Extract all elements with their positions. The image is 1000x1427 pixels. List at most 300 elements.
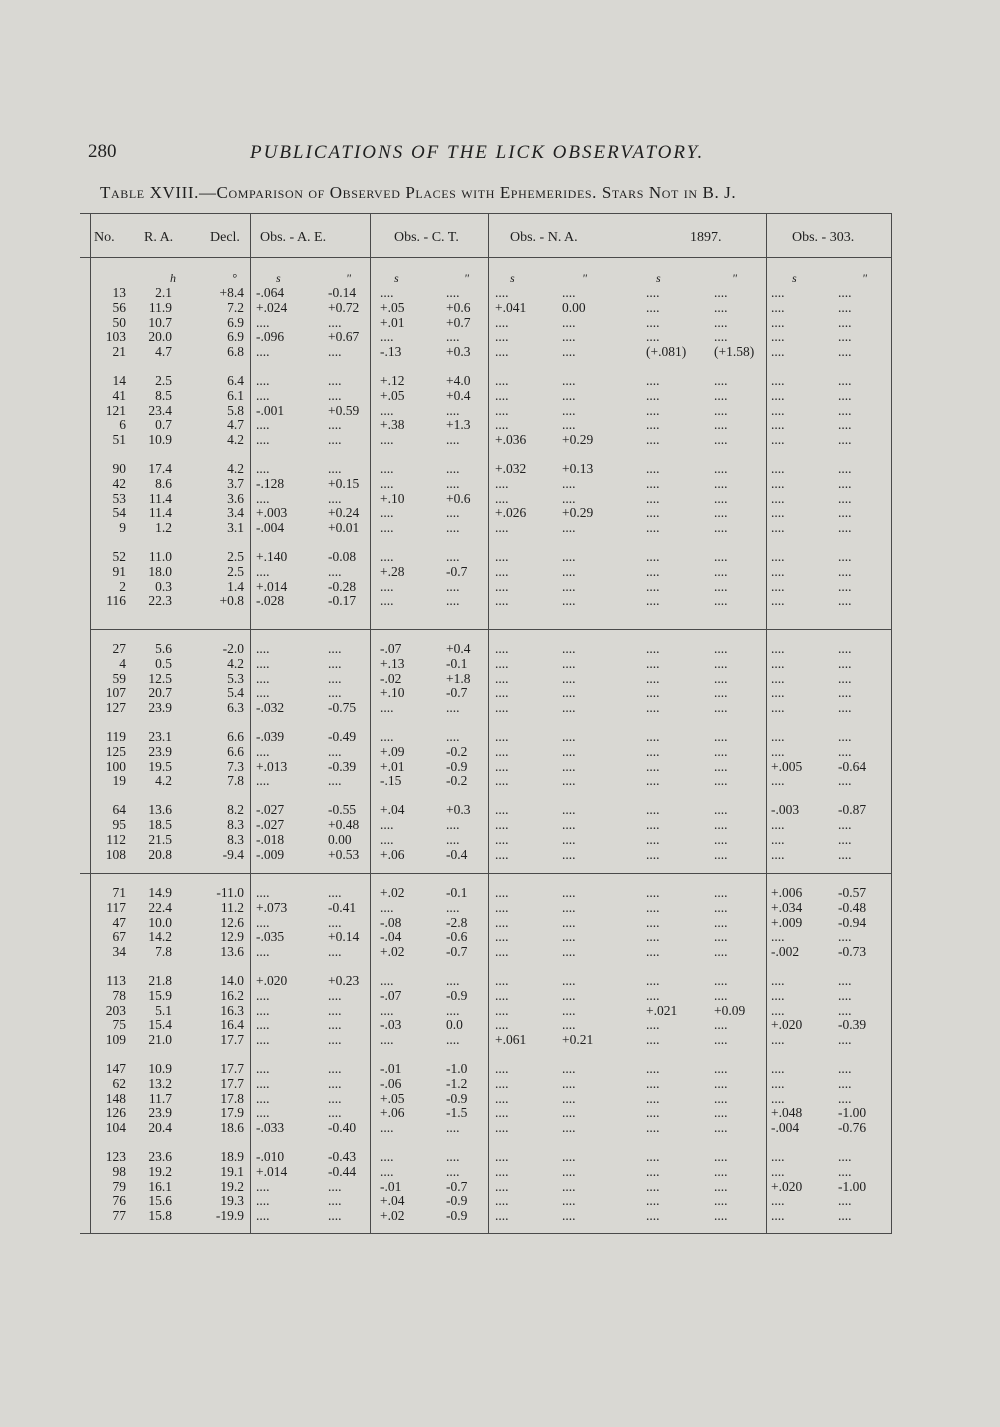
table-cell-ct-s: -.07 — [380, 988, 402, 1003]
table-cell-na-arcsec: +0.29 — [562, 505, 594, 520]
table-cell-ae-arcsec: .... — [328, 988, 342, 1003]
table-cell-ae-s: .... — [256, 1105, 270, 1120]
table-cell-y1897-arcsec: .... — [714, 1076, 728, 1091]
table-cell-ct-s: -.03 — [380, 1017, 402, 1032]
table-cell-ra: 11.4 — [148, 505, 172, 520]
table-cell-na-arcsec: .... — [562, 1003, 576, 1018]
table-cell-decl: 19.1 — [220, 1164, 244, 1179]
table-cell-na-arcsec: .... — [562, 1193, 576, 1208]
table-cell-obs303-s: .... — [771, 1032, 785, 1047]
table-cell-ae-s: -.004 — [256, 520, 285, 535]
table-cell-ae-arcsec: -0.39 — [328, 759, 357, 774]
table-cell-obs303-arcsec: .... — [838, 1149, 852, 1164]
table-cell-obs303-s: .... — [771, 685, 785, 700]
table-cell-decl: 12.6 — [220, 915, 244, 930]
table-cell-ae-s: -.039 — [256, 729, 285, 744]
table-cell-no: 147 — [105, 1061, 126, 1076]
table-cell-decl: 7.3 — [227, 759, 244, 774]
table-cell-ct-s: .... — [380, 900, 394, 915]
table-cell-y1897-s: .... — [646, 593, 660, 608]
table-cell-ct-s: .... — [380, 1164, 394, 1179]
table-cell-y1897-s: .... — [646, 802, 660, 817]
table-cell-na-arcsec: .... — [562, 1164, 576, 1179]
table-cell-ae-arcsec: +0.24 — [328, 505, 360, 520]
table-cell-decl: 6.3 — [227, 700, 244, 715]
table-cell-obs303-s: -.004 — [771, 1120, 800, 1135]
table-cell-ae-s: -.028 — [256, 593, 285, 608]
table-cell-ra: 18.0 — [148, 564, 172, 579]
table-cell-y1897-s: .... — [646, 549, 660, 564]
table-cell-no: 126 — [105, 1105, 126, 1120]
table-cell-ae-arcsec: -0.28 — [328, 579, 357, 594]
table-cell-decl: 8.3 — [227, 832, 244, 847]
table-cell-y1897-s: (+.081) — [646, 344, 687, 359]
table-cell-na-s: .... — [495, 1105, 509, 1120]
table-cell-obs303-arcsec: -0.87 — [838, 802, 867, 817]
table-cell-decl: 3.1 — [227, 520, 244, 535]
table-cell-obs303-s: .... — [771, 929, 785, 944]
table-cell-y1897-s: .... — [646, 476, 660, 491]
table-cell-ae-s: .... — [256, 744, 270, 759]
table-cell-ct-arcsec: +0.6 — [446, 300, 471, 315]
column-divider-2 — [370, 213, 371, 1234]
table-cell-y1897-s: .... — [646, 1208, 660, 1223]
table-cell-na-s: .... — [495, 685, 509, 700]
table-cell-na-s: .... — [495, 1091, 509, 1106]
table-cell-ct-s: -.02 — [380, 671, 402, 686]
table-cell-na-arcsec: .... — [562, 759, 576, 774]
table-cell-na-s: .... — [495, 847, 509, 862]
table-cell-no: 148 — [105, 1091, 126, 1106]
table-cell-obs303-arcsec: -0.76 — [838, 1120, 867, 1135]
table-cell-na-arcsec: .... — [562, 700, 576, 715]
table-cell-na-s: .... — [495, 729, 509, 744]
table-cell-ct-s: .... — [380, 832, 394, 847]
table-cell-na-s: .... — [495, 1061, 509, 1076]
table-cell-decl: 4.7 — [227, 417, 244, 432]
table-cell-na-s: .... — [495, 1208, 509, 1223]
table-cell-decl: 6.6 — [227, 729, 244, 744]
table-cell-ra: 20.0 — [148, 329, 172, 344]
table-cell-ct-arcsec: -0.7 — [446, 564, 468, 579]
table-cell-ae-arcsec: -0.44 — [328, 1164, 357, 1179]
table-cell-y1897-s: .... — [646, 973, 660, 988]
table-cell-no: 91 — [112, 564, 126, 579]
table-cell-y1897-arcsec: .... — [714, 656, 728, 671]
table-cell-y1897-s: .... — [646, 641, 660, 656]
table-cell-no: 54 — [112, 505, 126, 520]
table-cell-decl: 16.4 — [220, 1017, 244, 1032]
table-cell-na-arcsec: .... — [562, 656, 576, 671]
table-cell-na-s: .... — [495, 1179, 509, 1194]
table-cell-obs303-arcsec: .... — [838, 1091, 852, 1106]
table-cell-decl: 3.7 — [227, 476, 244, 491]
table-cell-obs303-arcsec: .... — [838, 729, 852, 744]
table-cell-obs303-s: .... — [771, 432, 785, 447]
table-cell-ae-arcsec: -0.49 — [328, 729, 357, 744]
table-cell-y1897-s: .... — [646, 1017, 660, 1032]
table-cell-obs303-arcsec: .... — [838, 579, 852, 594]
table-cell-obs303-arcsec: .... — [838, 1164, 852, 1179]
table-cell-y1897-s: .... — [646, 403, 660, 418]
table-top-rule — [80, 213, 892, 214]
table-cell-y1897-s: .... — [646, 915, 660, 930]
table-cell-ct-s: .... — [380, 1149, 394, 1164]
table-cell-ae-s: .... — [256, 773, 270, 788]
table-cell-ae-s: .... — [256, 1032, 270, 1047]
table-cell-obs303-arcsec: .... — [838, 700, 852, 715]
table-cell-no: 62 — [112, 1076, 126, 1091]
table-cell-na-arcsec: .... — [562, 388, 576, 403]
table-cell-y1897-arcsec: .... — [714, 700, 728, 715]
table-cell-obs303-arcsec: .... — [838, 1208, 852, 1223]
table-cell-ct-s: +.12 — [380, 373, 405, 388]
table-cell-obs303-s: .... — [771, 973, 785, 988]
table-cell-decl: 19.3 — [220, 1193, 244, 1208]
table-cell-ct-s: .... — [380, 1120, 394, 1135]
table-cell-y1897-arcsec: .... — [714, 817, 728, 832]
table-cell-decl: 7.2 — [227, 300, 244, 315]
table-cell-y1897-arcsec: .... — [714, 549, 728, 564]
table-cell-ae-s: .... — [256, 1017, 270, 1032]
table-cell-ae-s: +.014 — [256, 579, 288, 594]
table-cell-ra: 10.0 — [148, 915, 172, 930]
table-cell-na-s: .... — [495, 656, 509, 671]
table-cell-obs303-s: .... — [771, 1091, 785, 1106]
table-cell-ct-arcsec: .... — [446, 593, 460, 608]
table-cell-ae-arcsec: .... — [328, 885, 342, 900]
table-cell-y1897-s: .... — [646, 847, 660, 862]
table-cell-ae-arcsec: +0.01 — [328, 520, 360, 535]
table-cell-ra: 21.0 — [148, 1032, 172, 1047]
table-cell-ct-s: .... — [380, 285, 394, 300]
table-cell-ra: 5.1 — [155, 1003, 172, 1018]
table-cell-y1897-arcsec: .... — [714, 729, 728, 744]
table-cell-ct-s: -.07 — [380, 641, 402, 656]
table-cell-decl: 18.6 — [220, 1120, 244, 1135]
table-cell-ra: 12.5 — [148, 671, 172, 686]
table-cell-na-s: .... — [495, 1017, 509, 1032]
table-cell-obs303-arcsec: .... — [838, 285, 852, 300]
table-cell-ra: 22.3 — [148, 593, 172, 608]
table-cell-ct-s: +.05 — [380, 300, 405, 315]
table-cell-ct-s: +.06 — [380, 847, 405, 862]
table-cell-ct-s: -.13 — [380, 344, 402, 359]
table-cell-decl: 6.9 — [227, 329, 244, 344]
table-cell-obs303-s: +.009 — [771, 915, 803, 930]
table-cell-no: 107 — [105, 685, 126, 700]
table-cell-obs303-s: .... — [771, 1164, 785, 1179]
table-cell-obs303-arcsec: .... — [838, 461, 852, 476]
table-cell-y1897-s: .... — [646, 491, 660, 506]
table-cell-obs303-arcsec: -0.57 — [838, 885, 867, 900]
table-cell-ra: 23.1 — [148, 729, 172, 744]
table-cell-decl: 16.2 — [220, 988, 244, 1003]
unit-label: s — [510, 271, 515, 285]
table-cell-ra: 14.2 — [148, 929, 172, 944]
table-cell-na-arcsec: .... — [562, 520, 576, 535]
table-cell-obs303-arcsec: .... — [838, 1061, 852, 1076]
table-cell-ct-arcsec: +1.3 — [446, 417, 471, 432]
table-cell-no: 95 — [112, 817, 126, 832]
table-cell-obs303-arcsec: .... — [838, 315, 852, 330]
table-cell-decl: 7.8 — [227, 773, 244, 788]
table-cell-obs303-s: .... — [771, 641, 785, 656]
table-cell-y1897-arcsec: .... — [714, 1105, 728, 1120]
table-cell-y1897-s: +.021 — [646, 1003, 678, 1018]
table-cell-decl: 12.9 — [220, 929, 244, 944]
table-cell-ct-s: -.06 — [380, 1076, 402, 1091]
table-cell-obs303-s: .... — [771, 461, 785, 476]
section-rule-2 — [80, 873, 892, 874]
table-cell-ae-s: .... — [256, 564, 270, 579]
table-cell-na-s: .... — [495, 744, 509, 759]
table-cell-y1897-arcsec: .... — [714, 315, 728, 330]
table-cell-ra: 4.2 — [155, 773, 172, 788]
table-cell-ae-s: .... — [256, 388, 270, 403]
table-cell-na-arcsec: .... — [562, 579, 576, 594]
table-cell-na-arcsec: .... — [562, 988, 576, 1003]
table-cell-obs303-arcsec: .... — [838, 432, 852, 447]
table-cell-y1897-arcsec: .... — [714, 1208, 728, 1223]
table-cell-na-arcsec: .... — [562, 744, 576, 759]
table-cell-obs303-arcsec: .... — [838, 505, 852, 520]
table-cell-y1897-s: .... — [646, 461, 660, 476]
table-cell-y1897-s: .... — [646, 759, 660, 774]
table-cell-no: 77 — [112, 1208, 126, 1223]
table-cell-na-s: .... — [495, 671, 509, 686]
left-frame — [90, 213, 91, 1234]
table-cell-ae-arcsec: .... — [328, 1179, 342, 1194]
table-cell-decl: 3.4 — [227, 505, 244, 520]
table-cell-na-s: .... — [495, 944, 509, 959]
table-cell-ae-arcsec: .... — [328, 1105, 342, 1120]
table-cell-ra: 10.7 — [148, 315, 172, 330]
table-cell-na-arcsec: .... — [562, 549, 576, 564]
table-cell-y1897-arcsec: .... — [714, 1164, 728, 1179]
table-cell-ct-s: .... — [380, 1003, 394, 1018]
table-cell-ae-arcsec: -0.41 — [328, 900, 357, 915]
table-cell-obs303-s: .... — [771, 300, 785, 315]
table-cell-no: 109 — [105, 1032, 126, 1047]
table-cell-y1897-s: .... — [646, 579, 660, 594]
table-cell-obs303-arcsec: .... — [838, 744, 852, 759]
table-cell-ae-arcsec: .... — [328, 944, 342, 959]
table-cell-y1897-arcsec: .... — [714, 744, 728, 759]
table-cell-no: 56 — [112, 300, 126, 315]
table-cell-no: 21 — [112, 344, 126, 359]
table-cell-ae-arcsec: .... — [328, 417, 342, 432]
table-cell-obs303-arcsec: .... — [838, 417, 852, 432]
table-cell-ra: 19.2 — [148, 1164, 172, 1179]
table-cell-y1897-s: .... — [646, 744, 660, 759]
table-cell-no: 19 — [112, 773, 126, 788]
table-cell-obs303-s: .... — [771, 285, 785, 300]
table-cell-decl: 4.2 — [227, 656, 244, 671]
page-number: 280 — [88, 141, 117, 162]
table-cell-ct-s: +.05 — [380, 388, 405, 403]
table-cell-na-arcsec: .... — [562, 885, 576, 900]
table-cell-y1897-s: .... — [646, 685, 660, 700]
table-cell-ra: 15.9 — [148, 988, 172, 1003]
table-cell-ae-s: -.035 — [256, 929, 285, 944]
table-cell-ae-arcsec: +0.48 — [328, 817, 360, 832]
table-cell-obs303-arcsec: .... — [838, 520, 852, 535]
table-cell-ra: 11.4 — [148, 491, 172, 506]
table-cell-na-arcsec: .... — [562, 285, 576, 300]
table-cell-y1897-arcsec: .... — [714, 520, 728, 535]
table-cell-ct-s: .... — [380, 549, 394, 564]
column-header: Obs. - N. A. — [510, 230, 578, 245]
table-cell-na-arcsec: .... — [562, 671, 576, 686]
table-cell-ae-s: +.014 — [256, 1164, 288, 1179]
table-cell-decl: 11.2 — [220, 900, 244, 915]
table-cell-y1897-s: .... — [646, 1076, 660, 1091]
table-cell-ae-arcsec: .... — [328, 1193, 342, 1208]
table-cell-ct-arcsec: .... — [446, 1120, 460, 1135]
table-cell-ct-s: .... — [380, 476, 394, 491]
table-cell-na-s: .... — [495, 988, 509, 1003]
table-cell-decl: 14.0 — [220, 973, 244, 988]
table-cell-ct-arcsec: +0.3 — [446, 802, 471, 817]
table-cell-y1897-arcsec: .... — [714, 300, 728, 315]
column-divider-4 — [766, 213, 767, 1234]
table-cell-ae-arcsec: .... — [328, 315, 342, 330]
table-cell-ae-arcsec: +0.53 — [328, 847, 360, 862]
table-cell-obs303-s: .... — [771, 315, 785, 330]
table-cell-obs303-s: .... — [771, 505, 785, 520]
table-cell-no: 42 — [112, 476, 126, 491]
table-cell-na-arcsec: +0.13 — [562, 461, 594, 476]
table-cell-ra: 5.6 — [155, 641, 172, 656]
table-cell-ae-s: +.013 — [256, 759, 288, 774]
table-cell-ae-s: .... — [256, 641, 270, 656]
table-cell-na-s: .... — [495, 1164, 509, 1179]
table-cell-obs303-arcsec: .... — [838, 988, 852, 1003]
table-cell-obs303-arcsec: .... — [838, 593, 852, 608]
table-cell-ae-arcsec: .... — [328, 344, 342, 359]
table-cell-y1897-s: .... — [646, 300, 660, 315]
table-cell-ae-arcsec: .... — [328, 1076, 342, 1091]
table-cell-obs303-arcsec: .... — [838, 641, 852, 656]
table-cell-ra: 23.9 — [148, 700, 172, 715]
table-cell-decl: +8.4 — [219, 285, 244, 300]
table-cell-na-s: .... — [495, 885, 509, 900]
table-cell-obs303-s: .... — [771, 329, 785, 344]
table-cell-decl: 17.7 — [220, 1032, 244, 1047]
table-cell-obs303-s: .... — [771, 1076, 785, 1091]
table-cell-ct-s: -.01 — [380, 1061, 402, 1076]
table-cell-ra: 0.7 — [155, 417, 172, 432]
table-cell-na-arcsec: .... — [562, 929, 576, 944]
table-cell-ae-s: .... — [256, 988, 270, 1003]
unit-label: " — [464, 271, 470, 285]
table-bottom-rule — [80, 1233, 892, 1234]
table-cell-na-s: .... — [495, 641, 509, 656]
table-cell-y1897-arcsec: .... — [714, 1149, 728, 1164]
table-cell-obs303-arcsec: .... — [838, 1076, 852, 1091]
table-cell-ae-arcsec: .... — [328, 1017, 342, 1032]
table-cell-ae-arcsec: -0.43 — [328, 1149, 357, 1164]
table-cell-y1897-arcsec: .... — [714, 988, 728, 1003]
table-cell-ct-arcsec: +0.6 — [446, 491, 471, 506]
table-cell-ae-arcsec: -0.08 — [328, 549, 357, 564]
table-cell-no: 125 — [105, 744, 126, 759]
table-cell-na-s: .... — [495, 388, 509, 403]
table-cell-ra: 8.5 — [155, 388, 172, 403]
table-cell-na-s: .... — [495, 476, 509, 491]
column-divider-3 — [488, 213, 489, 1234]
table-cell-ae-arcsec: .... — [328, 915, 342, 930]
table-cell-obs303-arcsec: .... — [838, 476, 852, 491]
table-cell-ct-arcsec: .... — [446, 1164, 460, 1179]
table-cell-ae-s: .... — [256, 1208, 270, 1223]
table-cell-ae-s: .... — [256, 373, 270, 388]
table-cell-y1897-s: .... — [646, 1061, 660, 1076]
table-cell-ct-arcsec: -0.4 — [446, 847, 468, 862]
table-cell-na-s: .... — [495, 773, 509, 788]
table-cell-na-s: .... — [495, 417, 509, 432]
table-cell-decl: 17.7 — [220, 1076, 244, 1091]
table-cell-ra: 11.9 — [148, 300, 172, 315]
table-cell-obs303-arcsec: .... — [838, 403, 852, 418]
table-cell-ra: 17.4 — [148, 461, 172, 476]
table-cell-y1897-arcsec: .... — [714, 773, 728, 788]
table-cell-na-arcsec: .... — [562, 973, 576, 988]
table-cell-ae-arcsec: .... — [328, 773, 342, 788]
table-cell-na-s: .... — [495, 1149, 509, 1164]
table-cell-ct-s: +.05 — [380, 1091, 405, 1106]
table-cell-y1897-s: .... — [646, 729, 660, 744]
table-cell-ae-s: .... — [256, 461, 270, 476]
table-cell-ra: 0.3 — [155, 579, 172, 594]
column-header: 1897. — [690, 230, 722, 245]
table-cell-y1897-arcsec: .... — [714, 641, 728, 656]
table-cell-y1897-arcsec: .... — [714, 373, 728, 388]
table-cell-no: 76 — [112, 1193, 126, 1208]
table-cell-obs303-s: .... — [771, 671, 785, 686]
table-cell-obs303-arcsec: .... — [838, 388, 852, 403]
table-cell-y1897-arcsec: .... — [714, 388, 728, 403]
table-cell-ct-s: .... — [380, 973, 394, 988]
table-cell-obs303-arcsec: .... — [838, 373, 852, 388]
table-cell-decl: +0.8 — [219, 593, 244, 608]
column-divider-1 — [250, 213, 251, 1234]
table-cell-y1897-s: .... — [646, 988, 660, 1003]
table-cell-obs303-arcsec: .... — [838, 1003, 852, 1018]
table-cell-decl: -19.9 — [215, 1208, 244, 1223]
table-cell-obs303-arcsec: -0.48 — [838, 900, 867, 915]
table-cell-ae-s: .... — [256, 656, 270, 671]
table-cell-ae-s: .... — [256, 1003, 270, 1018]
table-cell-ct-arcsec: .... — [446, 1032, 460, 1047]
table-cell-ra: 2.5 — [155, 373, 172, 388]
table-cell-ae-s: -.033 — [256, 1120, 285, 1135]
table-cell-no: 108 — [105, 847, 126, 862]
table-cell-no: 27 — [112, 641, 126, 656]
table-cell-ae-s: .... — [256, 344, 270, 359]
table-cell-decl: 1.4 — [227, 579, 244, 594]
table-cell-na-s: .... — [495, 564, 509, 579]
table-cell-y1897-s: .... — [646, 417, 660, 432]
table-cell-ct-arcsec: .... — [446, 476, 460, 491]
table-cell-y1897-arcsec: .... — [714, 973, 728, 988]
table-cell-ae-s: .... — [256, 1076, 270, 1091]
table-cell-ct-arcsec: -1.2 — [446, 1076, 468, 1091]
table-cell-obs303-s: .... — [771, 847, 785, 862]
table-cell-ct-s: .... — [380, 817, 394, 832]
table-cell-obs303-s: .... — [771, 593, 785, 608]
